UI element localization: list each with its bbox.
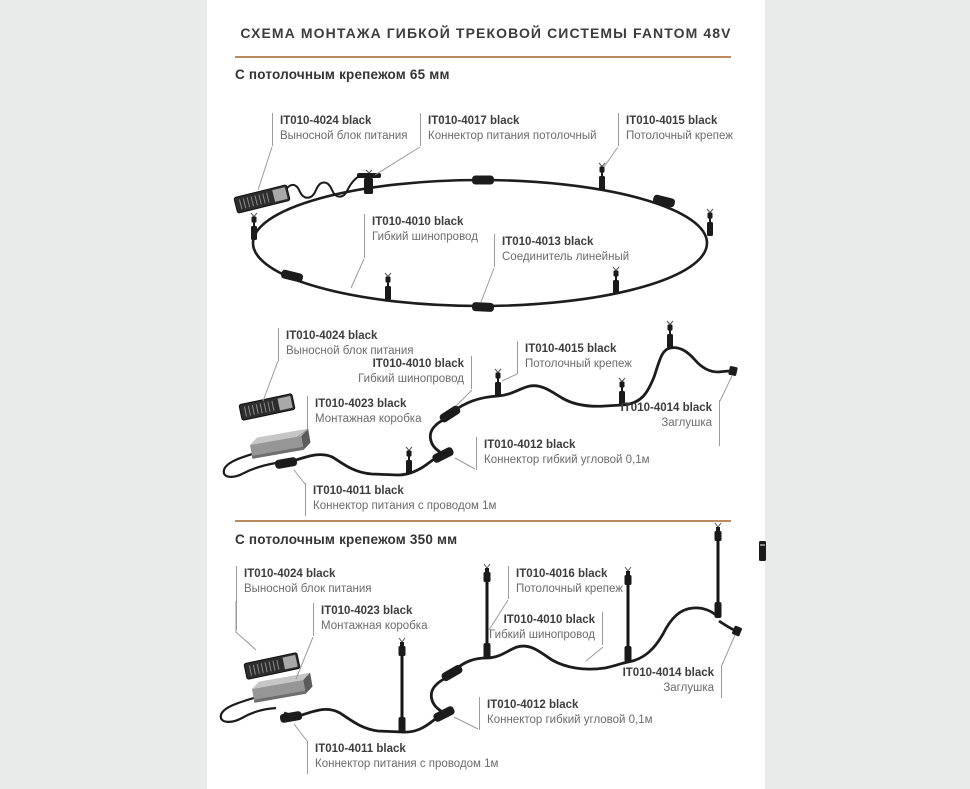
part-desc: Коннектор гибкий угловой 0,1м: [484, 453, 650, 466]
part-code: IT010-4014 black: [622, 667, 714, 679]
label-d2-mounting-box: [307, 396, 421, 429]
part-code: IT010-4023 black: [321, 605, 413, 617]
part-desc: Монтажная коробка: [321, 619, 428, 632]
label-d1-flex-track: [364, 214, 478, 258]
part-code: IT010-4010 black: [372, 216, 464, 228]
label-d2-corner-connector: [476, 437, 650, 470]
part-code: IT010-4012 black: [484, 439, 576, 451]
part-code: IT010-4014 black: [620, 402, 712, 414]
label-d3-end-cap: [623, 665, 722, 698]
power-supply-icon: [244, 653, 300, 680]
part-code: IT010-4010 black: [372, 358, 464, 370]
linear-connector-icon: [280, 269, 304, 283]
feed-cable-loop: [221, 697, 276, 722]
ceiling-mount-icon: [613, 267, 619, 294]
corner-s-bend: [430, 416, 450, 452]
part-desc: Гибкий шинопровод: [489, 628, 595, 641]
flex-track-lower: [284, 709, 441, 732]
part-desc: Соединитель линейный: [502, 250, 630, 263]
part-desc: Коннектор питания с проводом 1м: [315, 757, 499, 770]
power-supply-icon: [239, 394, 295, 421]
end-cap-icon: [732, 625, 743, 636]
part-code: IT010-4024 black: [286, 330, 378, 342]
suspension-rod-icon: [715, 523, 722, 618]
label-d1-ceiling-connector: [420, 113, 597, 146]
label-d1-ceiling-mount: [618, 113, 733, 146]
label-d2-feed-connector: [305, 483, 496, 516]
part-code: IT010-4015 black: [626, 115, 718, 127]
ceiling-mount-icon: [251, 213, 257, 240]
part-desc: Коннектор питания с проводом 1м: [313, 499, 497, 512]
flex-track-ring: [253, 180, 707, 306]
ceiling-mount-icon: [667, 321, 673, 348]
ceiling-mount-icon: [385, 273, 391, 300]
part-code: IT010-4013 black: [502, 236, 594, 248]
flex-track-lower: [290, 455, 440, 475]
part-desc: Гибкий шинопровод: [358, 372, 464, 385]
label-d1-linear-connector: [494, 234, 629, 267]
part-desc: Заглушка: [663, 681, 714, 694]
suspension-rod-icon: [399, 638, 406, 733]
part-code: IT010-4017 black: [428, 115, 520, 127]
ceiling-mount-icon: [406, 447, 412, 474]
part-code: IT010-4011 black: [313, 485, 404, 497]
corner-connector-icon: [438, 404, 461, 424]
page-title: СХЕМА МОНТАЖА ГИБКОЙ ТРЕКОВОЙ СИСТЕМЫ FANTOM 48V: [240, 25, 732, 41]
part-desc: Потолочный крепеж: [516, 582, 623, 595]
label-d3-mounting-box: [313, 603, 427, 636]
part-code: IT010-4024 black: [244, 568, 336, 580]
part-desc: Выносной блок питания: [244, 582, 372, 595]
part-desc: Заглушка: [661, 416, 712, 429]
label-d1-psu: [272, 113, 408, 146]
linear-connector-icon: [472, 176, 494, 185]
suspension-rod-icon: [625, 567, 632, 662]
part-code: IT010-4015 black: [525, 343, 617, 355]
part-desc: Потолочный крепеж: [626, 129, 733, 142]
label-d3-feed-connector: [307, 741, 498, 774]
end-cap-icon: [728, 366, 738, 376]
section-heading-350mm: С потолочным крепежом 350 мм: [235, 532, 458, 547]
part-code: IT010-4023 black: [315, 398, 407, 410]
part-code: IT010-4011 black: [315, 743, 406, 755]
part-code: IT010-4012 black: [487, 699, 579, 711]
power-supply-icon: [234, 185, 290, 214]
ceiling-mount-icon: [707, 209, 713, 236]
loose-track-segment: [759, 541, 766, 561]
part-code: IT010-4016 black: [516, 568, 608, 580]
mounting-box-icon: [251, 673, 314, 703]
part-desc: Потолочный крепеж: [525, 357, 632, 370]
label-d3-corner-connector: [479, 697, 653, 730]
linear-connector-icon: [472, 302, 494, 312]
part-desc: Гибкий шинопровод: [372, 230, 478, 243]
section-heading-65mm: С потолочным крепежом 65 мм: [235, 67, 450, 82]
part-desc: Коннектор гибкий угловой 0,1м: [487, 713, 653, 726]
part-desc: Выносной блок питания: [286, 344, 414, 357]
part-desc: Коннектор питания потолочный: [428, 129, 597, 142]
label-d2-flex-track: [358, 356, 472, 389]
part-desc: Монтажная коробка: [315, 412, 422, 425]
part-code: IT010-4010 black: [503, 614, 595, 626]
label-d3-flex-track: [489, 612, 603, 645]
label-d3-ceiling-mount: [508, 566, 623, 599]
psu-cable: [283, 175, 362, 198]
part-desc: Выносной блок питания: [280, 129, 408, 142]
part-code: IT010-4024 black: [280, 115, 372, 127]
feed-connector-icon: [279, 711, 302, 724]
ceiling-mount-icon: [495, 369, 501, 396]
feed-connector-icon: [274, 457, 297, 470]
label-d2-ceiling-mount: [517, 341, 632, 374]
corner-connector-icon: [440, 664, 464, 683]
